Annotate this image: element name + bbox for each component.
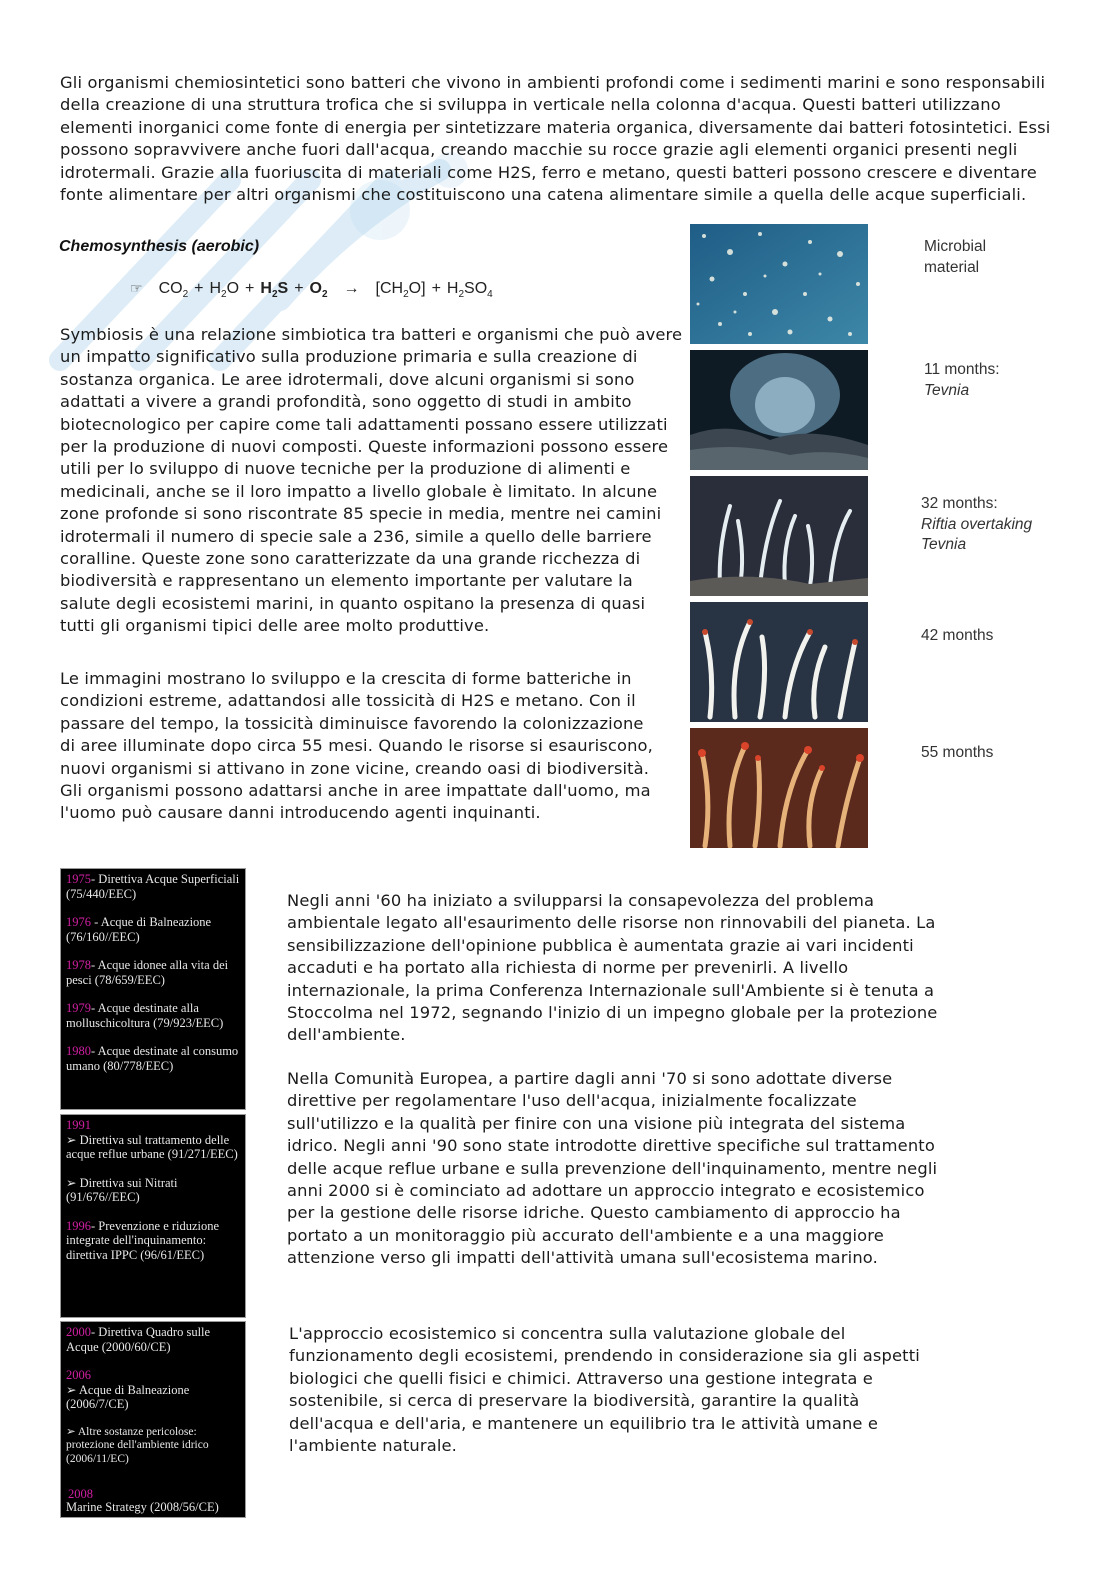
directive-1976: 1976 - Acque di Balneazione (76/160//EEC)	[66, 915, 212, 944]
directive-1975: 1975- Direttiva Acque Superficiali (75/440/EEC)	[66, 872, 240, 901]
caption-32-months: 32 months: Riftia overtaking Tevnia	[921, 495, 1033, 553]
caption-microbial-material: Microbial material	[924, 238, 987, 276]
eq-h2o: $H_2O$	[209, 280, 240, 301]
anni60-paragraph: Negli anni '60 ha iniziato a svilupparsi la consapevolezza del problema ambientale legato all'esaurimento delle risorse non rinnovabili del pianeta. La sensibilizzazione dell'opinione pubblica è aumentata grazie ai vari incidenti accaduti e ha portato alla richiesta di norme per prevenirli. A livello internazionale, la prima Conferenza Internazionale sull'Ambiente si è tenuta a Stoccolma nel 1972, segnando l'inizio di un impegno globale per la protezione dell'ambiente.	[287, 891, 938, 1045]
directive-acque-reflue: ➢ Direttiva sul trattamento delle acque reflue urbane (91/271/EEC)	[66, 1132, 238, 1161]
eq-arrow: →	[343, 280, 360, 297]
eq-plus: +	[245, 280, 255, 297]
eq-plus: +	[294, 280, 304, 297]
caption-11-months: 11 months: Tevnia	[924, 361, 1000, 399]
directive-1979: 1979- Acque destinate alla molluschicoltura (79/923/EEC)	[66, 1001, 224, 1030]
eq-ch2o: $[CH_2O]$	[375, 280, 426, 301]
caption-42-months: 42 months	[921, 627, 994, 644]
chemosynthesis-equation	[130, 280, 493, 300]
caption-55-months: 55 months	[921, 744, 994, 761]
directives-box-2000s	[60, 1321, 246, 1518]
photo-32-months	[690, 476, 868, 602]
symbiosis-paragraph: Symbiosis è una relazione simbiotica tra batteri e organismi che può avere un impatto significativo sulla produzione primaria e sulla creazione di sostanza organica. Le aree idrotermali, dove alcuni organismi si sono adattati a vivere a grandi profondità, sono oggetto di studi in ambito biotecnologico per capire come tali adattamenti possano essere utilizzati per la produzione di nuovi composti. Queste informazioni possono essere utili per lo sviluppo di nuove tecniche per la produzione di alimenti e medicinali, anche se il loro impatto a livello globale è limitato. In alcune zone profonde si sono riscontrate 85 specie in media, mentre nei camini idrotermali il numero di specie sale a 236, simile a quello delle barriere coralline. Queste zone sono caratterizzate da una grande ricchezza di biodiversità e rappresentano un elemento importante per valutare la salute degli ecosistemi marini, in quanto ospitano la presenza di quasi tutti gli organismi tipici delle aree molto produttive.	[60, 325, 683, 636]
pointing-hand-icon: ☞	[130, 280, 143, 296]
images-paragraph: Le immagini mostrano lo sviluppo e la crescita di forme batteriche in condizioni estreme, adattandosi alle tossicità di H2S e metano. Con il passare del tempo, la tossicità diminuisce favorendo la colonizzazione di aree illuminate dopo circa 55 mesi. Quando le risorse si esauriscono, nuovi organismi si attivano in zone vicine, creando oasi di biodiversità. Gli organismi possono adattarsi anche in aree impattate dall'uomo, ma l'uomo può causare danni introducendo agenti inquinanti.	[60, 669, 653, 823]
approccio-ecosistemico-paragraph: L'approccio ecosistemico si concentra sulla valutazione globale del funzionamento degli ecosistemi, prendendo in considerazione sia gli aspetti biologici che quelli fisici e chimici. Attraverso una gestione integrata e sostenibile, si cerca di preservare la biodiversità, garantire la qualità dell'acqua e dell'aria, e mantenere un equilibrio tra le attività umane e l'ambiente naturale.	[289, 1324, 920, 1456]
directive-balneazione-2006: ➢ Acque di Balneazione (2006/7/CE)	[66, 1382, 190, 1411]
photo-55-months	[690, 728, 868, 854]
eq-h2so4: $H_2SO_4$	[446, 280, 493, 301]
succession-photo-column	[690, 224, 868, 854]
directives-box-1970s	[60, 868, 246, 1110]
directive-1996: 1996- Prevenzione e riduzione integrate dell'inquinamento: direttiva IPPC (96/61/EEC)	[66, 1218, 220, 1262]
eq-plus: +	[431, 280, 441, 297]
intro-paragraph: Gli organismi chemiosintetici sono batteri che vivono in ambienti profondi come i sedimenti marini e sono responsabili della creazione di una struttura trofica che si sviluppa in verticale nella colonna d'acqua. Questi batteri utilizzano elementi inorganici come fonte di energia per sintetizzare materia organica, diversamente dai batteri fotosintetici. Essi possono sopravvivere anche fuori dall'acqua, creando macchie su rocce grazie agli elementi organici presenti negli idrotermali. Grazie alla fuoriuscita di materiali come H2S, ferro e metano, questi batteri possono crescere e diventare fonte alimentare per altri organismi che costituiscono una catena alimentare simile a quella delle acque superficiali.	[60, 73, 1051, 205]
eq-o2: $O_2$	[309, 280, 328, 301]
photo-microbial-material	[690, 224, 868, 350]
eq-plus: +	[194, 280, 204, 297]
directive-year-2006: 2006	[66, 1368, 91, 1382]
directive-nitrati: ➢ Direttiva sui Nitrati (91/676//EEC)	[66, 1175, 178, 1204]
directive-marine-strategy: Marine Strategy (2008/56/CE)	[66, 1499, 219, 1514]
directive-sostanze-pericolose: ➢ Altre sostanze pericolose: protezione dell'ambiente idrico (2006/11/EC)	[66, 1425, 209, 1465]
directive-1980: 1980- Acque destinate al consumo umano (80/778/EEC)	[66, 1044, 239, 1073]
comunita-europea-paragraph: Nella Comunità Europea, a partire dagli anni '70 si sono adottate diverse direttive per regolamentare l'uso dell'acqua, inizialmente focalizzate sull'utilizzo e la qualità per finire con una visione più integrata del sistema idrico. Negli anni '90 sono state introdotte direttive specifiche sul trattamento delle acque reflue urbane e sulla prevenzione dell'inquinamento, mentre negli anni 2000 si è cominciato ad adottare un approccio integrato e ecosistemico per la gestione delle risorse idriche. Questo cambiamento di approccio ha portato a un monitoraggio più accurato dell'ambiente e a una maggiore attenzione verso gli impatti dell'attività umana sull'ecosistema marino.	[287, 1069, 938, 1268]
photo-42-months	[690, 602, 868, 728]
chemosynthesis-title: Chemosynthesis (aerobic)	[59, 238, 260, 255]
directive-1978: 1978- Acque idonee alla vita dei pesci (78/659/EEC)	[66, 958, 229, 987]
directive-year-1991: 1991	[66, 1118, 91, 1132]
directive-2000: 2000- Direttiva Quadro sulle Acque (2000/60/CE)	[66, 1325, 211, 1354]
eq-h2s: $H_2S$	[260, 280, 289, 301]
photo-11-months	[690, 350, 868, 476]
directive-year-2008: 2008	[68, 1486, 93, 1501]
eq-co2: $CO_2$	[158, 280, 189, 301]
directives-box-1990s	[60, 1114, 246, 1318]
